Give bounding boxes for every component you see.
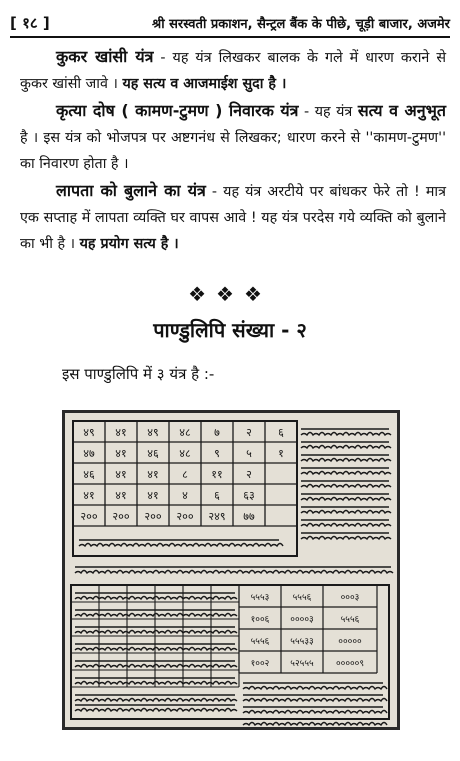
heading-lapata: लापता को बुलाने का यंत्र (56, 181, 206, 200)
body-lapata: - यह यंत्र अरटीये पर बांधकर फेरे तो ! मात्र एक सप्ताह में लापता व्यक्ति घर वापस आवे ! यह यंत्र परदेस गये व्यक्ति को बुलाने का भी है । (20, 184, 446, 252)
top-yantra-cell: २ (246, 426, 252, 439)
body-kritya-dosh-after: है । इस यंत्र को भोजपत्र पर अष्टगनंध से लिखकर; धारण करने से ''कामण-टुमण'' का निवारण होता है । (20, 130, 446, 172)
top-yantra-cell: ७ (214, 426, 220, 439)
top-yantra-cell: ४७ (83, 447, 95, 460)
heading-kukar-khansi: कुकर खांसी यंत्र (56, 47, 154, 66)
bottom-number-cell: १००२ (250, 659, 270, 669)
top-yantra-cell: १ (278, 447, 284, 460)
page-header (10, 10, 450, 38)
top-yantra-cell: ४९ (147, 426, 159, 439)
bottom-number-cell: ५५५६ (250, 637, 270, 647)
top-yantra-cell: ५ (246, 447, 252, 460)
top-yantra-cell: ४९ (83, 426, 95, 439)
bottom-number-cell: ५५५६ (292, 593, 312, 603)
top-yantra-cell: ११ (211, 468, 223, 481)
top-yantra-cell: २ (246, 468, 252, 481)
paragraph-kukar-khansi (20, 44, 446, 97)
top-yantra-cell: ४८ (179, 447, 191, 460)
top-yantra-cell: ४१ (115, 489, 127, 502)
bottom-number-cell: ५५५३३ (290, 637, 314, 647)
manuscript-drawing (65, 413, 397, 727)
main-content (20, 44, 446, 258)
top-yantra-cell: ४१ (115, 426, 127, 439)
top-yantra-cell: ६३ (243, 489, 255, 502)
top-yantra-cell: २०० (176, 510, 194, 523)
top-yantra-cell: २०० (112, 510, 130, 523)
emphasis-lapata: यह प्रयोग सत्य है । (79, 236, 179, 252)
top-yantra-cell: ४ (182, 489, 188, 502)
top-yantra-cell: ६ (278, 426, 284, 439)
top-yantra-cell: ४६ (147, 447, 159, 460)
bottom-number-cell: ५५५६ (340, 615, 360, 625)
publisher-line: श्री सरस्वती प्रकाशन, सैन्ट्रल बैंक के पीछे, चूड़ी बाजार, अजमेर (152, 17, 450, 32)
emphasis-kritya-dosh: सत्य व अनुभूत (357, 101, 446, 120)
top-yantra-cell: २०० (80, 510, 98, 523)
top-yantra-cell: ४१ (83, 489, 95, 502)
paragraph-kritya-dosh (20, 98, 446, 177)
bottom-number-cell: ०००३ (340, 593, 360, 603)
bottom-number-cell: ०००००९ (335, 659, 365, 669)
heading-kritya-dosh: कृत्या दोष ( कामण-टुमण ) निवारक यंत्र (56, 101, 299, 120)
body-kritya-dosh-before: - यह यंत्र (298, 104, 358, 120)
emphasis-kukar-khansi: यह सत्य व आजमाईश सुदा है । (122, 76, 287, 92)
top-yantra-cell: ४१ (115, 447, 127, 460)
bottom-number-cell: ५५५३ (250, 593, 270, 603)
top-yantra-cell: ७७ (243, 510, 255, 523)
top-yantra-cell: ९ (214, 447, 220, 460)
top-yantra-cell: ४१ (147, 468, 159, 481)
top-yantra-cell: २४९ (208, 510, 226, 523)
top-yantra-cell: २०० (144, 510, 162, 523)
paragraph-lapata (20, 178, 446, 257)
bottom-number-cell: १००६ (250, 615, 270, 625)
section-title: पाण्डुलिपि संख्या - २ (153, 318, 307, 342)
top-yantra-cell: ४८ (179, 426, 191, 439)
intro-text: इस पाण्डुलिपि में ३ यंत्र है :- (62, 365, 215, 383)
manuscript-photo (62, 410, 400, 730)
top-yantra-cell: ६ (214, 489, 220, 502)
ornament-divider: ❖❖❖ (188, 282, 272, 306)
top-yantra-cell: ४१ (147, 489, 159, 502)
bottom-number-cell: ५२५५५ (290, 659, 314, 669)
body-kukar-khansi: - यह यंत्र लिखकर बालक के गले में धारण कराने से कुकर खांसी जावे । (20, 50, 446, 92)
bottom-number-cell: ००००३ (290, 615, 314, 625)
top-yantra-cell: ४६ (83, 468, 95, 481)
top-yantra-cell: ४१ (115, 468, 127, 481)
top-yantra-cell: ८ (182, 468, 188, 481)
page-number: [ १८ ] (10, 14, 50, 32)
bottom-number-cell: ००००० (338, 637, 362, 647)
